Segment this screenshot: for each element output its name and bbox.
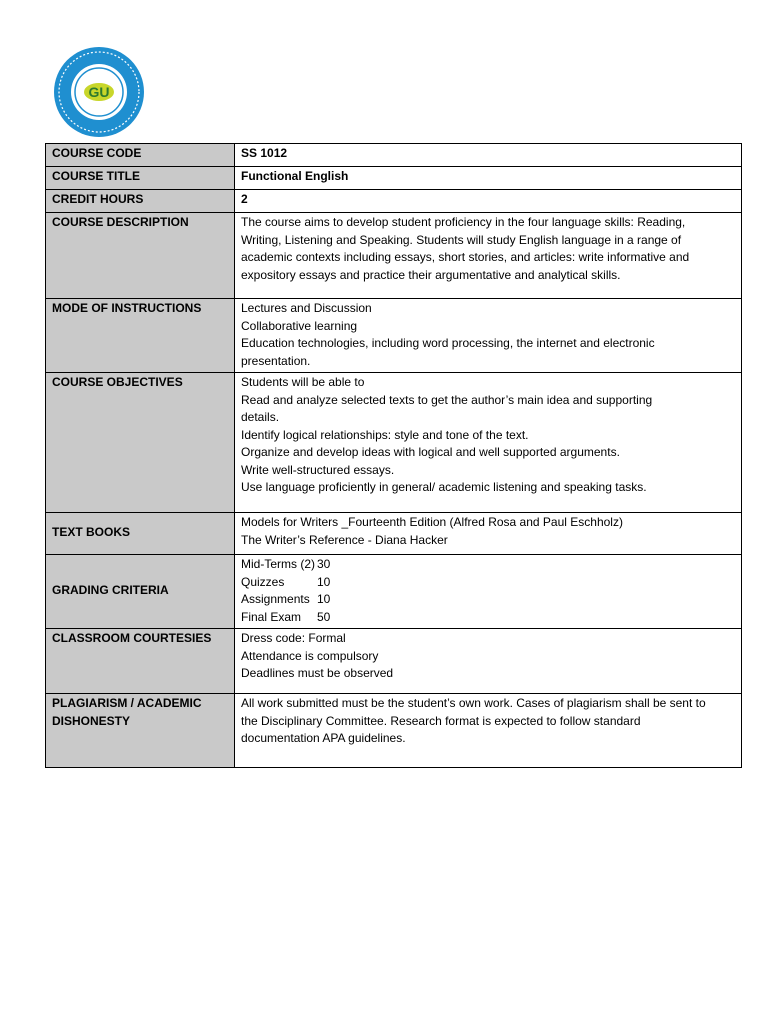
instruction-line: Lectures and Discussion — [241, 301, 372, 315]
description-line: Writing, Listening and Speaking. Students will study English language in a range of — [241, 232, 682, 247]
course-code-label: COURSE CODE — [46, 144, 235, 167]
grade-item — [241, 609, 735, 627]
classroom-courtesies-label: CLASSROOM COURTESIES — [46, 629, 235, 694]
grade-item-name: Final Exam — [241, 609, 302, 624]
credit-hours-value: 2 — [235, 190, 742, 213]
description-line: expository essays and practice their argumentative and analytical skills. — [241, 267, 621, 282]
plagiarism-label-line: PLAGIARISM / ACADEMIC — [52, 696, 202, 710]
objective-line: Identify logical relationships: style and tone of the text. — [241, 427, 529, 442]
objective-line: Write well-structured essays. — [241, 462, 395, 477]
objective-line: Students will be able to — [241, 375, 365, 389]
row-credit-hours — [46, 190, 742, 213]
text-book-line: Models for Writers _Fourteenth Edition (Alfred Rosa and Paul Eschholz) — [241, 515, 623, 529]
course-objectives-value — [235, 373, 742, 513]
grade-item — [241, 556, 735, 574]
university-logo — [51, 46, 147, 138]
grading-criteria-value — [235, 555, 742, 629]
objective-line: Read and analyze selected texts to get the author’s main idea and supporting — [241, 392, 653, 407]
row-mode-of-instructions — [46, 299, 742, 373]
row-course-description — [46, 213, 742, 299]
description-line: The course aims to develop student proficiency in the four language skills: Reading, — [241, 215, 686, 229]
text-book-line: The Writer’s Reference - Diana Hacker — [241, 532, 448, 547]
text-books-value — [235, 513, 742, 555]
mode-of-instructions-label: MODE OF INSTRUCTIONS — [46, 299, 235, 373]
grade-item-value: 10 — [317, 574, 331, 589]
course-title-label: COURSE TITLE — [46, 167, 235, 190]
grade-item-value: 30 — [317, 557, 331, 571]
courtesy-line: Deadlines must be observed — [241, 666, 394, 680]
plagiarism-label-line: DISHONESTY — [52, 713, 131, 728]
grade-item — [241, 574, 735, 592]
courtesy-line: Dress code: Formal — [241, 631, 346, 645]
logo-monogram: GU — [88, 84, 110, 100]
row-grading-criteria — [46, 555, 742, 629]
grading-criteria-label: GRADING CRITERIA — [46, 555, 235, 629]
objective-line: details. — [241, 410, 280, 424]
description-line: academic contexts including essays, short stories, and articles: write informative and — [241, 250, 690, 264]
credit-hours-label: CREDIT HOURS — [46, 190, 235, 213]
course-description-value — [235, 213, 742, 299]
mode-of-instructions-value — [235, 299, 742, 373]
objective-line: Use language proficiently in general/ academic listening and speaking tasks. — [241, 480, 647, 494]
objective-line: Organize and develop ideas with logical and well supported arguments. — [241, 445, 620, 459]
grade-item-name: Quizzes — [241, 574, 285, 589]
plagiarism-line: documentation APA guidelines. — [241, 731, 406, 745]
grade-item-value: 10 — [317, 592, 331, 606]
grade-item — [241, 591, 735, 609]
instruction-line: Collaborative learning — [241, 318, 358, 333]
row-text-books — [46, 513, 742, 555]
plagiarism-value — [235, 694, 742, 768]
plagiarism-line: the Disciplinary Committee. Research format is expected to follow standard — [241, 713, 641, 728]
course-objectives-label: COURSE OBJECTIVES — [46, 373, 235, 513]
row-course-title — [46, 167, 742, 190]
row-classroom-courtesies — [46, 629, 742, 694]
plagiarism-label — [46, 694, 235, 768]
grade-item-name: Assignments — [241, 592, 310, 606]
course-code-value: SS 1012 — [235, 144, 742, 167]
text-books-label: TEXT BOOKS — [46, 513, 235, 555]
classroom-courtesies-value — [235, 629, 742, 694]
course-info-table — [45, 143, 742, 768]
instruction-line: Education technologies, including word processing, the internet and electronic — [241, 336, 655, 350]
row-course-code — [46, 144, 742, 167]
row-course-objectives — [46, 373, 742, 513]
row-plagiarism — [46, 694, 742, 768]
plagiarism-line: All work submitted must be the student’s own work. Cases of plagiarism shall be sent to — [241, 696, 706, 710]
instruction-line: presentation. — [241, 353, 311, 368]
courtesy-line: Attendance is compulsory — [241, 648, 379, 663]
grade-item-name: Mid-Terms (2) — [241, 557, 315, 571]
grade-item-value: 50 — [317, 609, 331, 624]
course-title-value: Functional English — [235, 167, 742, 190]
course-description-label: COURSE DESCRIPTION — [46, 213, 235, 299]
